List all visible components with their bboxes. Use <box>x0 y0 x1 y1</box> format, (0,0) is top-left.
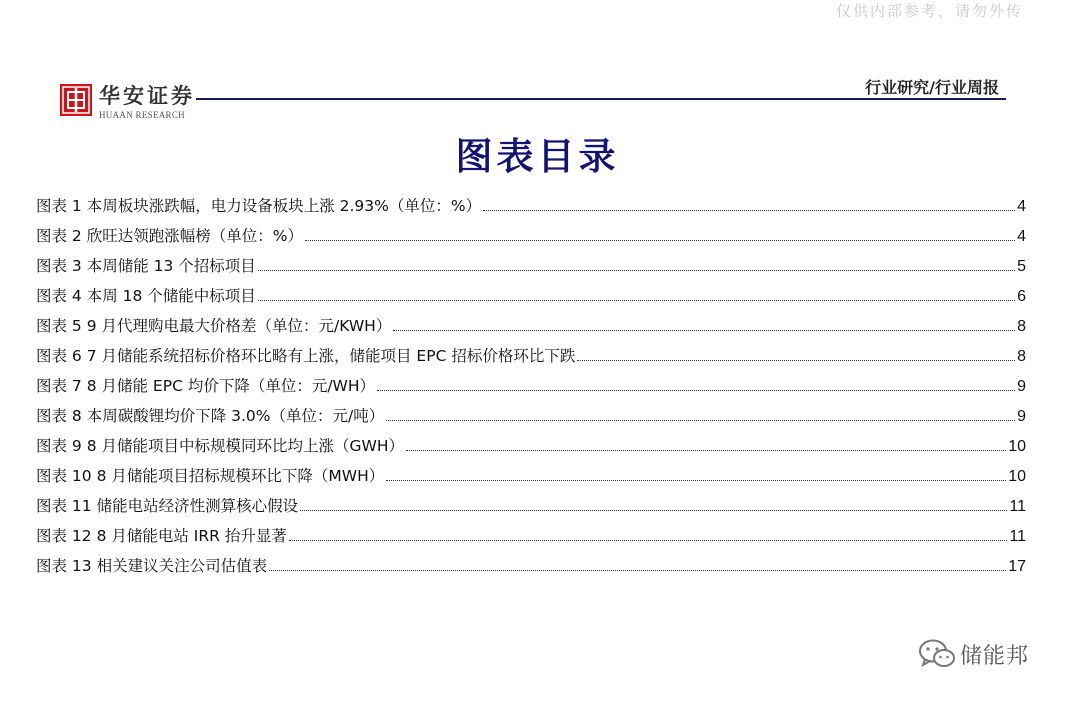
toc-entry-label: 图表 4 本周 18 个储能中标项目 <box>36 287 256 305</box>
toc-leader-dots <box>300 510 1007 511</box>
toc-entry[interactable] <box>36 366 1026 396</box>
toc-entry-page: 8 <box>1017 318 1026 335</box>
page-title: 图表目录 <box>455 134 620 178</box>
toc-entry-page: 8 <box>1017 348 1026 365</box>
toc-entry-page: 9 <box>1017 408 1026 425</box>
toc-leader-dots <box>577 360 1015 361</box>
toc-entry-label: 图表 3 本周储能 13 个招标项目 <box>36 257 256 275</box>
toc-leader-dots <box>305 240 1015 241</box>
wechat-brand-watermark <box>918 638 1029 670</box>
toc-entry[interactable] <box>36 546 1026 576</box>
toc-leader-dots <box>386 420 1015 421</box>
confidential-watermark: 仅供内部参考，请勿外传 <box>835 2 1023 20</box>
toc-entry-page: 10 <box>1008 438 1026 455</box>
toc-entry-label: 图表 2 欣旺达领跑涨幅榜（单位：%） <box>36 227 303 245</box>
huaan-logo-icon <box>60 84 92 116</box>
toc-entry-label: 图表 11 储能电站经济性测算核心假设 <box>36 497 299 515</box>
toc-entry-label: 图表 8 本周碳酸锂均价下降 3.0%（单位：元/吨） <box>36 407 385 425</box>
toc-leader-dots <box>258 270 1015 271</box>
toc-entry-label: 图表 9 8 月储能项目中标规模同环比均上涨（GWH） <box>36 437 404 455</box>
toc-entry-page: 11 <box>1009 498 1026 515</box>
toc-leader-dots <box>406 450 1006 451</box>
toc-entry[interactable] <box>36 336 1026 366</box>
toc-entry-label: 图表 10 8 月储能项目招标规模环比下降（MWH） <box>36 467 385 485</box>
toc-entry-label: 图表 5 9 月代理购电最大价格差（单位：元/KWH） <box>36 317 392 335</box>
toc-entry[interactable] <box>36 246 1026 276</box>
logo-english-name: HUAAN RESEARCH <box>99 110 185 120</box>
toc-entry-label: 图表 13 相关建议关注公司估值表 <box>36 557 268 575</box>
toc-entry-page: 4 <box>1017 198 1026 215</box>
toc-leader-dots <box>483 210 1015 211</box>
brand-name: 储能邦 <box>960 643 1030 669</box>
toc-entry[interactable] <box>36 426 1026 456</box>
toc-entry-label: 图表 6 7 月储能系统招标价格环比略有上涨，储能项目 EPC 招标价格环比下跌 <box>36 347 576 365</box>
toc-entry[interactable] <box>36 216 1026 246</box>
header-divider <box>196 98 1006 100</box>
toc-leader-dots <box>289 540 1008 541</box>
toc-entry-label: 图表 12 8 月储能电站 IRR 抬升显著 <box>36 527 287 545</box>
toc-leader-dots <box>386 480 1006 481</box>
wechat-icon <box>918 638 956 670</box>
toc-entry-page: 9 <box>1017 378 1026 395</box>
report-category: 行业研究/行业周报 <box>865 78 999 97</box>
huaan-logo <box>60 84 195 120</box>
toc-entry[interactable] <box>36 396 1026 426</box>
toc-leader-dots <box>377 390 1015 391</box>
toc-entry[interactable] <box>36 186 1026 216</box>
toc-entry-page: 4 <box>1017 228 1026 245</box>
toc-leader-dots <box>269 570 1006 571</box>
toc-entry-page: 11 <box>1009 528 1026 545</box>
toc-entry[interactable] <box>36 276 1026 306</box>
toc-entry[interactable] <box>36 486 1026 516</box>
toc-entry[interactable] <box>36 516 1026 546</box>
toc-entry-page: 6 <box>1017 288 1026 305</box>
toc-leader-dots <box>393 330 1015 331</box>
toc-entry[interactable] <box>36 306 1026 336</box>
figure-toc <box>36 186 1026 576</box>
toc-entry-page: 5 <box>1017 258 1026 275</box>
toc-entry-label: 图表 7 8 月储能 EPC 均价下降（单位：元/WH） <box>36 377 376 395</box>
toc-entry-page: 17 <box>1008 558 1026 575</box>
toc-leader-dots <box>258 300 1015 301</box>
toc-entry-label: 图表 1 本周板块涨跌幅，电力设备板块上涨 2.93%（单位：%） <box>36 197 482 215</box>
logo-chinese-name: 华安证券 <box>99 83 195 108</box>
toc-entry-page: 10 <box>1008 468 1026 485</box>
toc-entry[interactable] <box>36 456 1026 486</box>
